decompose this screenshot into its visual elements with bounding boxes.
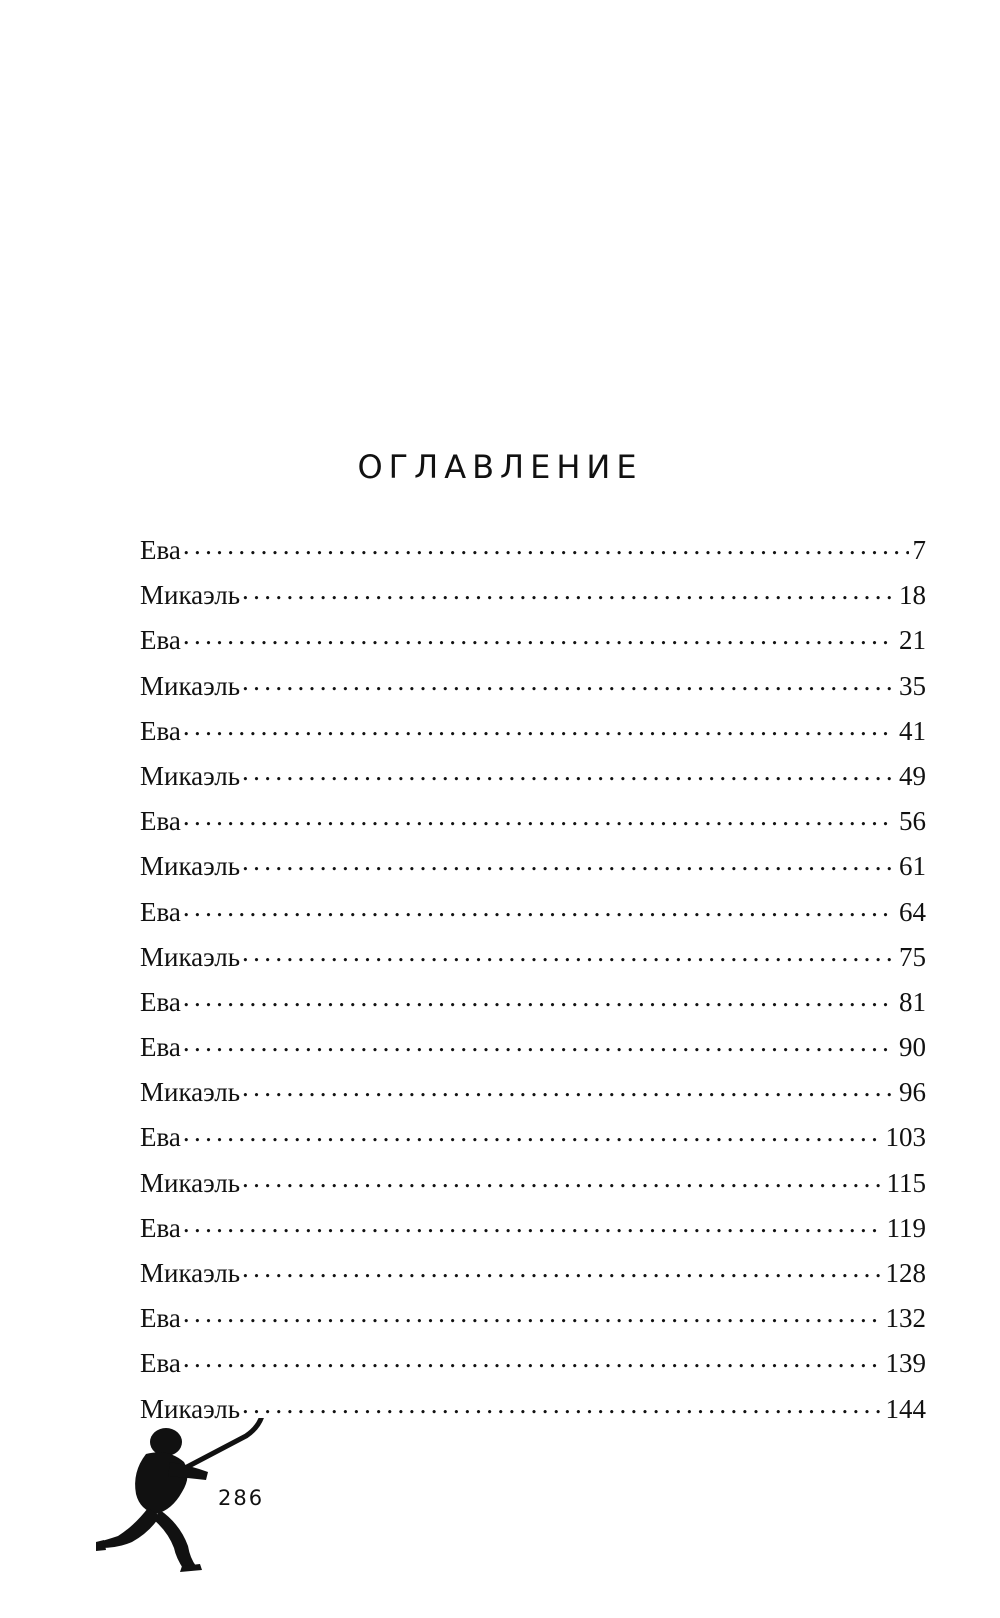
toc-entry-title: Ева — [140, 1303, 181, 1334]
toc-entry-title: Ева — [140, 806, 181, 837]
toc-entry-page: 35 — [899, 670, 926, 701]
toc-entry-title: Ева — [140, 1032, 181, 1063]
toc-entry-title: Микаэль — [140, 580, 241, 611]
toc-entry[interactable] — [140, 573, 926, 618]
toc-entry-page: 41 — [899, 715, 926, 746]
dot-leader — [181, 713, 895, 740]
toc-entry[interactable] — [140, 528, 926, 573]
page-number: 286 — [218, 1486, 265, 1510]
dot-leader — [181, 1300, 882, 1327]
toc-entry-title: Ева — [140, 896, 181, 927]
toc-entry-title: Ева — [140, 535, 181, 565]
toc-entry-title: Микаэль — [140, 1077, 241, 1108]
toc-entry[interactable] — [140, 1070, 926, 1115]
toc-entry-title: Ева — [140, 715, 181, 746]
toc-entry-title: Микаэль — [140, 1258, 241, 1288]
dot-leader — [181, 532, 909, 559]
dot-leader — [240, 758, 895, 785]
toc-entry-page: 18 — [899, 580, 926, 611]
toc-entry-page: 90 — [899, 1032, 926, 1063]
page-title: ОГЛАВЛЕНИЕ — [357, 448, 643, 486]
toc-entry[interactable] — [140, 980, 926, 1025]
toc-entry[interactable] — [140, 1161, 926, 1206]
toc-entry[interactable] — [140, 754, 926, 799]
toc-entry-page: 56 — [899, 806, 926, 837]
toc-entry-title: Микаэль — [140, 1393, 241, 1424]
toc-entry-page: 119 — [886, 1212, 926, 1243]
toc-entry[interactable] — [140, 1025, 926, 1070]
toc-entry-title: Микаэль — [140, 760, 241, 791]
dot-leader — [181, 1029, 895, 1056]
toc-entry-page: 132 — [885, 1303, 926, 1334]
dot-leader — [181, 1119, 882, 1146]
dot-leader — [181, 803, 895, 830]
toc-entry[interactable] — [140, 844, 926, 889]
dot-leader — [181, 622, 895, 649]
toc-entry-page: 96 — [899, 1077, 926, 1108]
toc-entry[interactable] — [140, 1115, 926, 1160]
toc-entry-title: Микаэль — [140, 941, 241, 972]
toc-entry-page: 64 — [899, 896, 926, 927]
toc-entry-title: Микаэль — [140, 670, 241, 701]
toc-entry-page: 115 — [886, 1167, 926, 1198]
toc-entry-page: 103 — [885, 1122, 926, 1153]
toc-entry-page: 21 — [899, 625, 926, 656]
toc-entry[interactable] — [140, 1206, 926, 1251]
toc-entry-title: Ева — [140, 986, 181, 1017]
toc-entry[interactable] — [140, 709, 926, 754]
toc-entry[interactable] — [140, 664, 926, 709]
toc-entry-title: Ева — [140, 625, 181, 656]
toc-entry-title: Микаэль — [140, 1167, 241, 1198]
toc-entry[interactable] — [140, 1341, 926, 1386]
table-of-contents — [140, 528, 926, 1432]
toc-entry-page: 49 — [899, 760, 926, 791]
toc-entry-title: Ева — [140, 1348, 181, 1379]
dot-leader — [181, 1345, 882, 1372]
toc-entry[interactable] — [140, 890, 926, 935]
toc-entry-title: Ева — [140, 1212, 181, 1243]
dot-leader — [240, 939, 895, 966]
dot-leader — [240, 848, 895, 875]
dot-leader — [240, 1165, 882, 1192]
dot-leader — [240, 577, 895, 604]
dot-leader — [240, 1255, 881, 1282]
toc-entry-page: 7 — [912, 535, 926, 565]
toc-entry-page: 144 — [885, 1393, 926, 1424]
dot-leader — [240, 668, 895, 695]
toc-entry-page: 128 — [885, 1258, 926, 1288]
dot-leader — [181, 1210, 883, 1237]
toc-entry[interactable] — [140, 799, 926, 844]
dot-leader — [240, 1391, 881, 1418]
dot-leader — [181, 894, 895, 921]
toc-entry[interactable] — [140, 1251, 926, 1296]
dot-leader — [240, 1074, 895, 1101]
toc-entry[interactable] — [140, 618, 926, 663]
toc-entry-title: Микаэль — [140, 851, 241, 882]
toc-entry-page: 81 — [899, 986, 926, 1017]
toc-entry-title: Ева — [140, 1122, 181, 1153]
toc-entry-page: 61 — [899, 851, 926, 882]
toc-entry[interactable] — [140, 935, 926, 980]
toc-entry-page: 75 — [899, 941, 926, 972]
toc-entry[interactable] — [140, 1296, 926, 1341]
dot-leader — [181, 984, 895, 1011]
toc-entry-page: 139 — [885, 1348, 926, 1379]
